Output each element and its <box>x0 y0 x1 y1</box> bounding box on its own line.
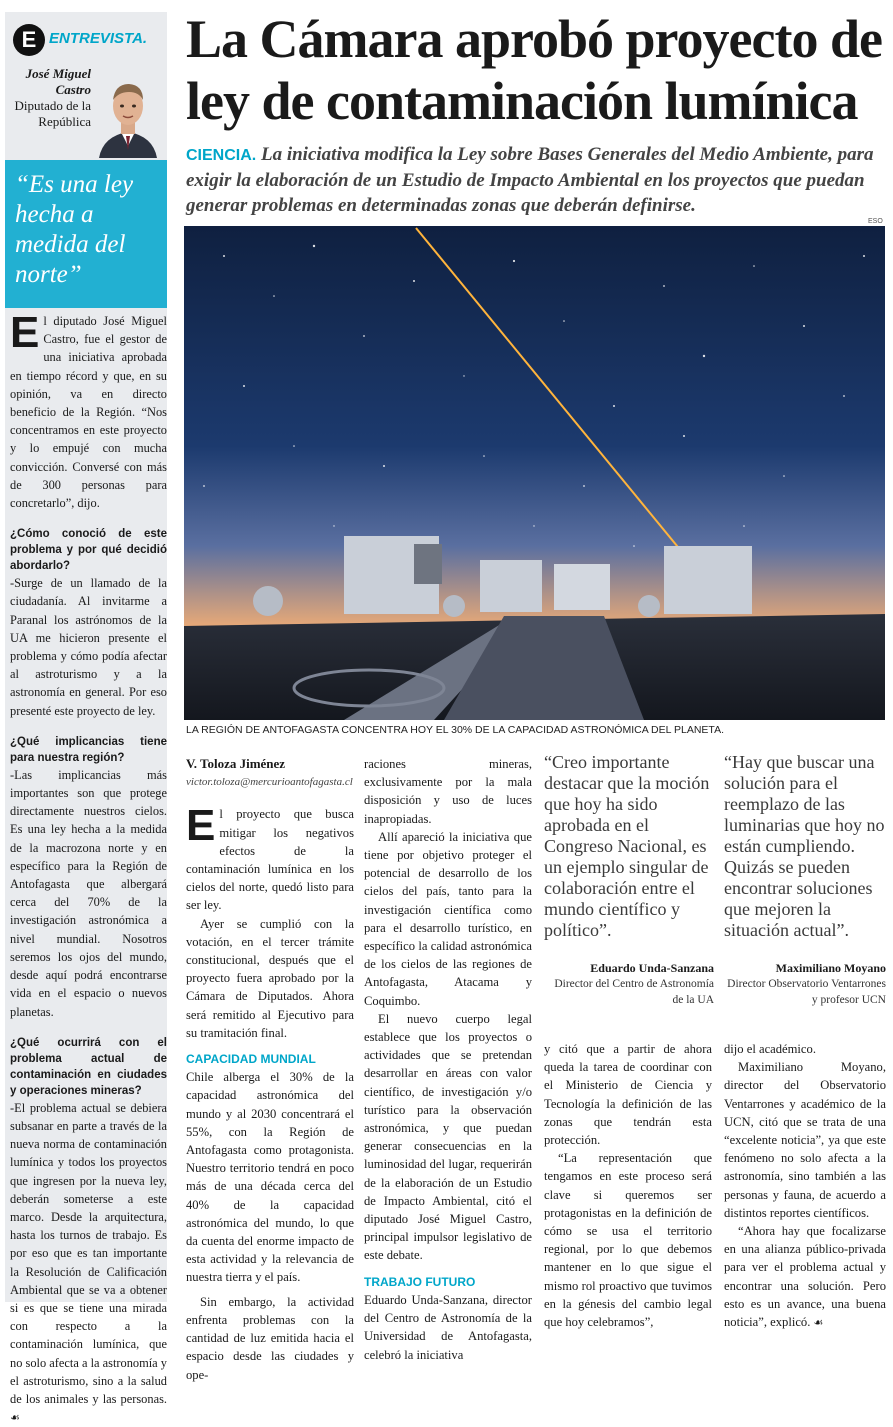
article-p11: dijo el académico. <box>724 1042 816 1056</box>
interview-dropcap: E <box>10 308 40 357</box>
article-p7: El nuevo cuerpo legal establece que los proyectos o actividades que se pretendan desarrollar en áreas con valor científico, de investigación y/o turístico para la observación astronómica, y que puedan generar consecuencias en la luminosidad del lugar, requerirán de la elaboración de un Estudio de Impacto Ambiental, citó el diputado José Miguel Castro, principal impulsor legislativo de este debate. <box>364 1011 532 1263</box>
pull-quote-1-role: Director del Centro de Astronomía de la UA <box>554 978 714 1006</box>
article-column-3 <box>544 1040 712 1331</box>
article-p2: Ayer se cumplió con la votación, en el tercer trámite constitucional, después que el proyecto fuera aprobado por la Cámara de Diputados. Ahora será remitido al Ejecutivo para su tramitación final. <box>186 916 354 1040</box>
byline-email: victor.toloza@mercurioantofagasta.cl <box>186 776 353 789</box>
photo-caption: LA REGIÓN DE ANTOFAGASTA CONCENTRA HOY EL 30% DE LA CAPACIDAD ASTRONÓMICA DEL PLANETA. <box>186 724 724 736</box>
article-p1: l proyecto que busca mitigar los negativos efectos de la contaminación lumínica en los cielos del norte, quedó listo para ser ley. <box>186 807 354 913</box>
sidebar-quote-text: “Es una ley hecha a medida del norte” <box>15 171 134 288</box>
headline: La Cámara aprobó proyecto de ley de contaminación lumínica <box>186 9 882 131</box>
interviewee-name: José Miguel Castro <box>25 66 91 97</box>
article-p4: Sin embargo, la actividad enfrenta problemas con la cantidad de luz emitida hacia el espacio desde las ciudades y ope- <box>186 1294 354 1382</box>
article-p13: “Ahora hay que focalizarse en una alianza público-privada para ver el problema actual y encontrar una solución. Pero esto es un avance, una buena noticia”, explicó. <box>724 1224 886 1330</box>
interview-answer-2: -Las implicancias más importantes son que protege directamente nuestros cielos. Es una ley hecha a la medida de la macrozona norte y en específico para la Región de Antofagasta que albergará cerca del 70% de la investigación astronómica a nivel mundial. Nosotros seremos los ojos del mundo, desde aquí podrá encontrarse vida en el espacio o nuevos planetas. <box>10 767 167 1019</box>
interviewee-portrait <box>95 70 161 158</box>
pull-quote-1-text: “Creo importante destacar que la moción que hoy ha sido aprobada en el Congreso Nacional, es un ejemplo singular de colaboración entre el mundo científico y político”. <box>544 752 710 940</box>
section-head-2: TRABAJO FUTURO <box>364 1274 476 1289</box>
interview-answer-3: -El problema actual se debiera subsanar en parte a través de la nueva norma de contaminación lumínica y todos los proyectos que ingresen por la nueva ley, deberán someterse a este marco. Desde la arquitectura, hasta los turnos de trabajo. Es por eso que es tan importante la Resolución de Calificación Ambiental que se va a obtener si es que se tiene una mirada con respecto a la contaminación lumínica, que no solo afecta a la astronomía y el astroturismo, sino a la salud de los animales y las personas. <box>10 1100 167 1406</box>
interview-question-2: ¿Qué implicancias tiene para nuestra región? <box>10 735 167 764</box>
article-p10: “La representación que tengamos en este proceso será clave si queremos ser protagonistas en la definición de cómo se usa el territorio regional, por lo que debemos mantener en lo que sigue el mismo rol proactivo que tuvimos en la génesis del cambio legal que hoy celebramos”, <box>544 1151 712 1330</box>
interview-question-1: ¿Cómo conoció de este problema y por qué decidió abordarlo? <box>10 528 167 573</box>
sidebar-quote <box>5 160 167 308</box>
article-p3: Chile alberga el 30% de la capacidad astronómica del mundo y al 2030 concentrará el 55%, con la Región de Antofagasta como protagonista. Nuestro territorio tendrá en poco más de una década cerca del 40% de la capacidad astronómica del mundo, lo que da cuenta del enorme impacto de esta actividad y la relevancia de nuestra tierra y el país. <box>186 1070 354 1285</box>
article-column-1 <box>186 755 354 1384</box>
interview-sidebar <box>5 12 167 1425</box>
observatory-photo <box>184 226 885 720</box>
subhead <box>186 142 886 218</box>
pull-quote-2-text: “Hay que buscar una solución para el reemplazo de las luminarias que hoy no están cumpliendo. Quizás se pueden encontrar soluciones que mejoren la situación actual”. <box>724 752 885 940</box>
interview-body <box>10 308 167 1427</box>
interview-intro: l diputado José Miguel Castro, fue el gestor de una iniciativa aprobada en tiempo récord y que, en su opinión, va en directo beneficio de la Región. “Nos concentramos en este proyecto y lo empujé con mucha convicción. Conversé con más de 300 personas para concretarlo”, dijo. <box>10 314 167 511</box>
end-mark-icon: ☙ <box>10 1411 20 1425</box>
byline-name: V. Toloza Jiménez <box>186 756 286 771</box>
interviewee-role: Diputado de la República <box>14 98 91 129</box>
photo-credit: ESO <box>868 218 883 225</box>
article-end-mark-icon: ☙ <box>813 1316 824 1330</box>
section-head-1: CAPACIDAD MUNDIAL <box>186 1052 316 1067</box>
subhead-text: La iniciativa modifica la Ley sobre Bases Generales del Medio Ambiente, para exigir la elaboración de un Estudio de Impacto Ambiental en los proyectos que puedan generar problemas en determinadas zonas que deberán definirse. <box>186 144 874 216</box>
article-p5: raciones mineras, exclusivamente por la mala disposición y uso de luces inapropiadas. <box>364 757 532 826</box>
pull-quote-1 <box>544 752 714 1008</box>
pull-quote-2-role: Director Observatorio Ventarrones y profesor UCN <box>727 978 886 1006</box>
pull-quote-2 <box>724 752 886 1008</box>
section-badge: E <box>13 24 45 56</box>
article-dropcap: E <box>186 801 216 851</box>
pull-quote-2-author: Maximiliano Moyano <box>775 961 886 975</box>
subhead-lead: CIENCIA. <box>186 147 257 164</box>
article-column-2 <box>364 755 532 1364</box>
article-p9: y citó que a partir de ahora queda la tarea de coordinar con el Ministerio de Ciencia y Tecnología la definición de las zonas que tendrán esta protección. <box>544 1042 712 1148</box>
interview-answer-1: -Surge de un llamado de la ciudadanía. Al invitarme a Paranal los astrónomos de la UA me hicieron presente el problema y cómo podía afectar al astroturismo y a la astronomía en general. Por eso presenté este proyecto de ley. <box>10 576 167 718</box>
article-p8: Eduardo Unda-Sanzana, director del Centro de Astronomía de la Universidad de Antofagasta, celebró la iniciativa <box>364 1292 532 1362</box>
pull-quote-1-author: Eduardo Unda-Sanzana <box>590 961 714 975</box>
article-column-4 <box>724 1040 886 1332</box>
interview-kicker: ENTREVISTA. <box>49 30 148 47</box>
article-p6: Allí apareció la iniciativa que tiene por objetivo proteger el potencial de desarrollo de los cielos del país, tanto para la investigación científica como para el desarrollo turístico, en específico la calidad astronómica de los cielos de las regiones de Antofagasta, Atacama y Coquimbo. <box>364 829 532 1008</box>
interview-question-3: ¿Qué ocurrirá con el problema actual de contaminación en ciudades y operaciones mineras? <box>10 1036 167 1097</box>
article-p12: Maximiliano Moyano, director del Observatorio Ventarrones y académico de la UCN, citó que se trata de una “excelente noticia”, ya que este fenómeno no solo afecta a la astronomía, sino también a las personas y fauna, de acuerdo a distintos reportes científicos. <box>724 1060 886 1220</box>
